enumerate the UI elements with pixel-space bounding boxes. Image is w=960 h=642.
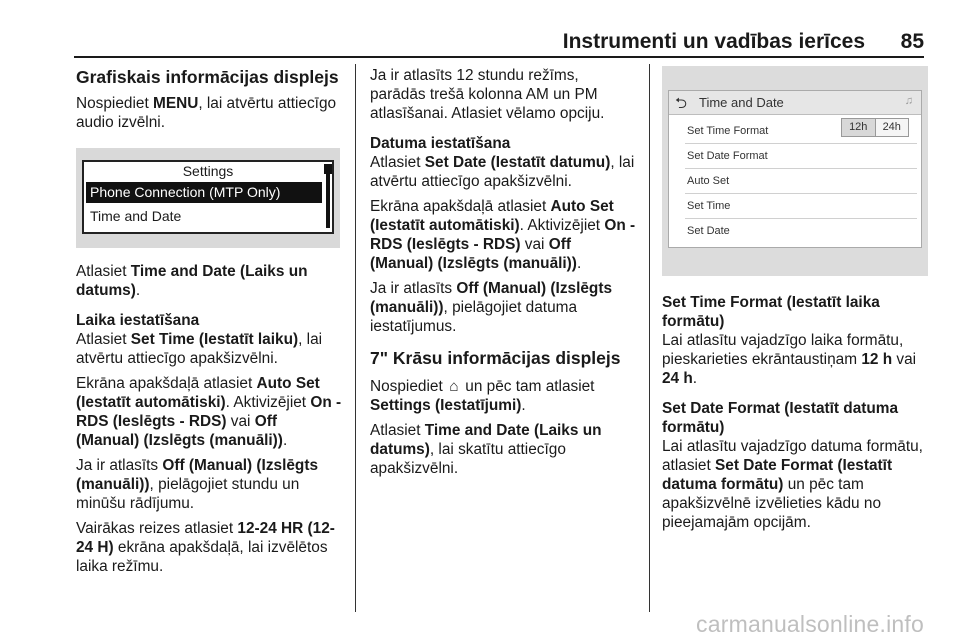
paragraph — [370, 197, 636, 273]
text: , pielāgojiet datuma iestatījumus. — [370, 299, 578, 335]
text: vai — [226, 413, 255, 430]
text: , lai atvērtu attiecīgo apakšizvēlni. — [76, 331, 323, 367]
row-set-time: Set Time — [687, 200, 731, 212]
home-icon: ⌂ — [449, 378, 459, 395]
paragraph — [370, 377, 636, 415]
text: Nospiediet — [76, 95, 153, 112]
section-heading-color-display: 7" Krāsu informācijas displejs — [370, 348, 621, 368]
paragraph — [76, 456, 344, 513]
back-arrow-icon: ⮌ — [675, 95, 688, 112]
row-set-date-format: Set Date Format — [687, 150, 768, 162]
label: On - RDS (Ieslēgts - RDS) — [76, 394, 342, 430]
divider — [685, 168, 917, 169]
text: Atlasiet — [370, 154, 425, 171]
label: Time and Date (Laiks un datums) — [76, 263, 308, 299]
divider — [685, 193, 917, 194]
text: . — [576, 255, 582, 272]
scrollbar-thumb — [324, 164, 332, 174]
label: Auto Set (Iestatīt automātiski) — [76, 375, 320, 411]
text: . — [521, 397, 526, 414]
text: vai — [520, 236, 549, 253]
paragraph — [370, 279, 636, 336]
watermark: carmanualsonline.info — [696, 611, 924, 637]
scrollbar — [326, 166, 330, 228]
text: Nospiediet — [370, 378, 447, 395]
label: 12-24 HR (12-24 H) — [76, 520, 335, 556]
subheading-set-time-format: Set Time Format (Iestatīt laika formātu) — [662, 294, 880, 330]
subheading-time-setting: Laika iestatīšana — [76, 312, 200, 329]
settings-display-image — [76, 148, 340, 248]
text: Atlasiet — [370, 422, 425, 439]
label: 24 h — [662, 370, 693, 387]
text: un pēc tam apakšizvēlnē izvēlieties kādu no pieejamajām opcijām. — [662, 476, 882, 531]
subheading-date-setting: Datuma iestatīšana — [370, 135, 511, 152]
text: , lai skatītu attiecīgo apakšizvēlni. — [370, 441, 566, 477]
paragraph — [370, 153, 636, 191]
paragraph — [76, 262, 344, 300]
text: un pēc tam atlasiet — [461, 378, 595, 395]
label: Auto Set (Iestatīt automātiski) — [370, 198, 614, 234]
label: On - RDS (Ieslēgts - RDS) — [370, 217, 636, 253]
paragraph — [662, 331, 928, 388]
text: . Aktivizējiet — [225, 394, 311, 411]
row-set-time-format: Set Time Format — [687, 125, 769, 137]
divider — [685, 143, 917, 144]
divider — [685, 218, 917, 219]
toggle-12h: 12h — [842, 119, 876, 136]
left-column — [76, 64, 344, 132]
paragraph: Ja ir atlasīts 12 stundu režīms, parādās trešā kolonna AM un PM atlasīšanai. Atlasiet vēlamo opciju. — [370, 67, 605, 122]
header-title: Instrumenti un vadības ierīces — [562, 30, 865, 53]
screen-title: Time and Date — [699, 95, 784, 110]
label: Off (Manual) (Izslēgts (manuāli)) — [76, 457, 319, 493]
section-heading-graphic-display: Grafiskais informācijas displejs — [76, 67, 339, 87]
text: , lai atvērtu attiecīgo audio izvēlni. — [76, 95, 337, 131]
title-bar — [669, 91, 921, 115]
column-divider-1 — [355, 64, 356, 612]
text: , pielāgojiet stundu un minūšu rādījumu. — [76, 476, 300, 512]
text: ekrāna apakšdaļā, lai izvēlētos laika režīmu. — [76, 539, 328, 575]
label: Off (Manual) (Izslēgts (manuāli)) — [76, 413, 283, 449]
text: Atlasiet — [76, 263, 131, 280]
label: Set Time (Iestatīt laiku) — [130, 331, 299, 348]
text: . — [135, 282, 141, 299]
label: Off (Manual) (Izslēgts (manuāli)) — [370, 280, 613, 316]
paragraph — [76, 374, 344, 450]
subheading-set-date-format: Set Date Format (Iestatīt datuma formātu) — [662, 400, 899, 436]
time-format-toggle — [841, 118, 909, 137]
settings-title: Settings — [182, 163, 234, 179]
column-divider-2 — [649, 64, 650, 612]
time-and-date-display-image — [662, 66, 928, 276]
text: Lai atlasītu vajadzīgo datuma formātu, atlasiet — [662, 438, 923, 474]
label: Set Date Format (Iestatīt datuma formātu) — [662, 457, 893, 493]
menu-label: MENU — [153, 95, 199, 112]
menu-item-phone-connection: Phone Connection (MTP Only) — [86, 182, 322, 203]
text: Ekrāna apakšdaļā atlasiet — [76, 375, 257, 392]
display-screen — [668, 90, 922, 248]
header-rule — [74, 56, 924, 58]
text: . — [692, 370, 698, 387]
text: , lai atvērtu attiecīgo apakšizvēlni. — [370, 154, 635, 190]
row-auto-set: Auto Set — [687, 175, 730, 187]
page-number: 85 — [900, 30, 924, 53]
right-column — [662, 293, 928, 532]
middle-column — [370, 64, 636, 478]
row-set-date: Set Date — [687, 225, 730, 237]
text: Atlasiet — [76, 331, 131, 348]
text: Vairākas reizes atlasiet — [76, 520, 238, 537]
label: Set Date (Iestatīt datumu) — [424, 154, 611, 171]
menu-item-time-and-date: Time and Date — [90, 208, 182, 224]
text: Ja ir atlasīts — [370, 280, 457, 297]
paragraph — [662, 437, 928, 532]
paragraph — [76, 94, 344, 132]
left-column-lower — [76, 262, 344, 576]
text: vai — [892, 351, 917, 368]
label: Off (Manual) (Izslēgts (manuāli)) — [370, 236, 577, 272]
paragraph — [370, 421, 636, 478]
label: 12 h — [861, 351, 893, 368]
text: . — [282, 432, 288, 449]
label: Settings (Iestatījumi) — [370, 397, 522, 414]
label: Time and Date (Laiks un datums) — [370, 422, 602, 458]
text: Ja ir atlasīts — [76, 457, 163, 474]
settings-panel — [82, 160, 334, 234]
toggle-24h: 24h — [882, 121, 901, 133]
text: Ekrāna apakšdaļā atlasiet — [370, 198, 551, 215]
text: . Aktivizējiet — [519, 217, 605, 234]
text: Lai atlasītu vajadzīgo laika formātu, pieskarieties ekrāntaustiņam — [662, 332, 904, 368]
paragraph — [76, 519, 344, 576]
music-note-icon: ♫ — [904, 95, 913, 107]
paragraph — [76, 330, 344, 368]
